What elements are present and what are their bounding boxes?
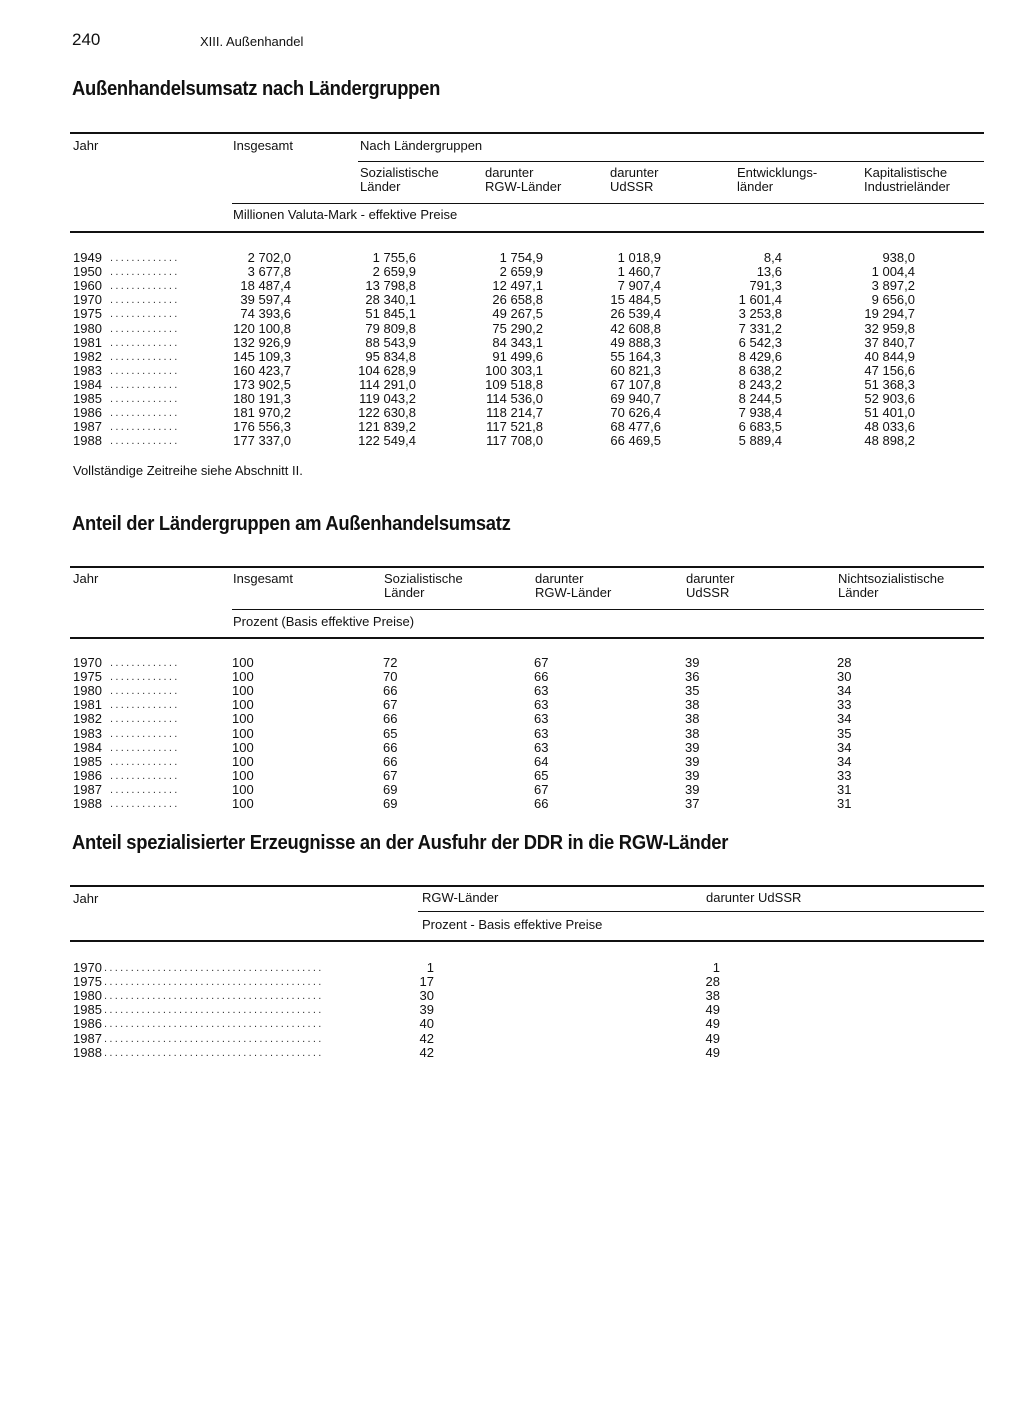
year-cell: 1983 — [73, 362, 102, 378]
table2-row — [0, 797, 1024, 811]
value-cell: 40 — [419, 1016, 434, 1032]
year-cell: 1986 — [73, 767, 102, 783]
value-cell: 66 — [383, 683, 398, 699]
leader-dots: ............. — [110, 755, 180, 768]
value-cell: 88 543,9 — [365, 334, 416, 350]
value-cell: 63 — [534, 683, 549, 699]
table2-col-nichtsozialistisch: Nichtsozialistische Länder — [838, 571, 945, 600]
value-cell: 72 — [383, 655, 398, 670]
value-cell: 75 290,2 — [492, 320, 543, 336]
value-cell: 66 — [383, 711, 398, 727]
leader-dots: ............. — [110, 266, 180, 279]
value-cell: 8 243,2 — [738, 376, 782, 392]
table2-row — [0, 755, 1024, 769]
table2-row — [0, 712, 1024, 726]
value-cell: 34 — [837, 711, 852, 727]
value-cell: 34 — [837, 683, 852, 699]
value-cell: 1 601,4 — [738, 292, 782, 308]
leader-dots: ............. — [110, 713, 180, 726]
value-cell: 69 — [383, 781, 398, 797]
value-cell: 100 — [232, 739, 254, 755]
value-cell: 100 — [232, 796, 254, 811]
table1-row — [0, 378, 1024, 392]
year-cell: 1975 — [73, 669, 102, 685]
leader-dots: ............. — [110, 671, 180, 684]
value-cell: 100 — [232, 711, 254, 727]
leader-dots: ............. — [110, 336, 180, 349]
table2-col-jahr: Jahr — [73, 571, 99, 586]
value-cell: 177 337,0 — [233, 433, 291, 449]
value-cell: 95 834,8 — [365, 348, 416, 364]
value-cell: 17 — [419, 974, 434, 990]
year-cell: 1982 — [73, 711, 102, 727]
value-cell: 39 — [685, 753, 700, 769]
value-cell: 36 — [685, 669, 700, 685]
value-cell: 5 889,4 — [738, 433, 782, 449]
value-cell: 42 — [419, 1030, 434, 1046]
value-cell: 26 658,8 — [492, 292, 543, 308]
value-cell: 39 — [685, 655, 700, 670]
year-cell: 1975 — [73, 974, 102, 990]
value-cell: 66 — [534, 669, 549, 685]
leader-dots: ............. — [110, 421, 180, 434]
value-cell: 79 809,8 — [365, 320, 416, 336]
value-cell: 84 343,1 — [492, 334, 543, 350]
value-cell: 15 484,5 — [610, 292, 661, 308]
year-cell: 1980 — [73, 683, 102, 699]
table3-title: Anteil spezialisierter Erzeugnisse an der Ausfuhr der DDR in die RGW-Länder — [72, 832, 729, 854]
table1-unit-rule — [232, 203, 984, 204]
leader-dots: ............. — [110, 685, 180, 698]
value-cell: 37 — [685, 796, 700, 811]
year-cell: 1987 — [73, 781, 102, 797]
value-cell: 7 938,4 — [738, 405, 782, 421]
leader-dots: ......................................... — [104, 962, 324, 974]
year-cell: 1970 — [73, 655, 102, 670]
value-cell: 65 — [383, 725, 398, 741]
value-cell: 39 — [685, 739, 700, 755]
leader-dots: ............. — [110, 435, 180, 448]
value-cell: 100 — [232, 669, 254, 685]
table1-unit: Millionen Valuta-Mark - effektive Preise — [233, 207, 458, 222]
year-cell: 1986 — [73, 405, 102, 421]
value-cell: 48 033,6 — [864, 419, 915, 435]
table1-row — [0, 293, 1024, 307]
value-cell: 1 755,6 — [372, 250, 416, 265]
value-cell: 64 — [534, 753, 549, 769]
value-cell: 38 — [705, 988, 720, 1004]
value-cell: 70 626,4 — [610, 405, 661, 421]
value-cell: 38 — [685, 711, 700, 727]
value-cell: 100 — [232, 781, 254, 797]
value-cell: 109 518,8 — [485, 376, 543, 392]
value-cell: 66 469,5 — [610, 433, 661, 449]
value-cell: 67 — [383, 697, 398, 713]
table3-col-udssr: darunter UdSSR — [706, 890, 802, 905]
value-cell: 104 628,9 — [358, 362, 416, 378]
value-cell: 100 — [232, 683, 254, 699]
value-cell: 51 401,0 — [864, 405, 915, 421]
leader-dots: ......................................... — [104, 1004, 324, 1017]
value-cell: 48 898,2 — [864, 433, 915, 449]
value-cell: 7 907,4 — [617, 278, 661, 294]
table1-row — [0, 336, 1024, 350]
value-cell: 118 214,7 — [486, 405, 543, 421]
value-cell: 66 — [383, 753, 398, 769]
leader-dots: ............. — [110, 699, 180, 712]
value-cell: 52 903,6 — [864, 391, 915, 406]
table2-row — [0, 783, 1024, 797]
table1-row — [0, 364, 1024, 378]
table2-row — [0, 684, 1024, 698]
value-cell: 132 926,9 — [233, 334, 291, 350]
year-cell: 1986 — [73, 1016, 102, 1032]
table1-header-rule — [70, 231, 984, 233]
table1-row — [0, 279, 1024, 293]
value-cell: 69 940,7 — [610, 391, 661, 406]
table2-col-sozialistische: Sozialistische Länder — [384, 571, 463, 600]
value-cell: 47 156,6 — [864, 362, 915, 378]
table1-title: Außenhandelsumsatz nach Ländergruppen — [72, 78, 441, 100]
value-cell: 180 191,3 — [233, 391, 291, 406]
value-cell: 66 — [383, 739, 398, 755]
table1-col-entwicklung: Entwicklungs- länder — [737, 165, 818, 194]
value-cell: 31 — [837, 781, 852, 797]
table1-row — [0, 322, 1024, 336]
leader-dots: ............. — [110, 364, 180, 377]
year-cell: 1980 — [73, 988, 102, 1004]
year-cell: 1985 — [73, 753, 102, 769]
value-cell: 39 — [685, 781, 700, 797]
value-cell: 42 — [419, 1044, 434, 1060]
table2-top-rule — [70, 566, 984, 568]
leader-dots: ......................................... — [104, 990, 324, 1003]
leader-dots: ......................................... — [104, 1032, 324, 1045]
value-cell: 33 — [837, 697, 852, 713]
value-cell: 30 — [837, 669, 852, 685]
value-cell: 938,0 — [882, 250, 915, 265]
leader-dots: ............. — [110, 407, 180, 420]
value-cell: 19 294,7 — [864, 306, 915, 322]
value-cell: 67 — [534, 781, 549, 797]
table1-note: Vollständige Zeitreihe siehe Abschnitt II. — [73, 463, 303, 478]
table1-row — [0, 420, 1024, 434]
value-cell: 3 897,2 — [871, 278, 915, 294]
year-cell: 1970 — [73, 960, 102, 975]
value-cell: 100 — [232, 753, 254, 769]
value-cell: 117 708,0 — [486, 433, 543, 449]
value-cell: 100 — [232, 725, 254, 741]
value-cell: 28 340,1 — [365, 292, 416, 308]
table1-group-rule — [358, 161, 984, 162]
table3-col-rgw: RGW-Länder — [422, 890, 499, 905]
value-cell: 2 659,9 — [372, 264, 416, 280]
value-cell: 122 549,4 — [358, 433, 416, 449]
value-cell: 49 — [705, 1044, 720, 1060]
leader-dots: ............. — [110, 308, 180, 321]
year-cell: 1950 — [73, 264, 102, 280]
value-cell: 42 608,8 — [610, 320, 661, 336]
value-cell: 7 331,2 — [738, 320, 782, 336]
value-cell: 32 959,8 — [864, 320, 915, 336]
table2-unit-rule — [232, 609, 984, 610]
year-cell: 1960 — [73, 278, 102, 294]
value-cell: 1 004,4 — [871, 264, 915, 280]
value-cell: 74 393,6 — [240, 306, 291, 322]
value-cell: 69 — [383, 796, 398, 811]
year-cell: 1975 — [73, 306, 102, 322]
value-cell: 9 656,0 — [871, 292, 915, 308]
table1-row — [0, 251, 1024, 265]
table3-row — [0, 1046, 1024, 1060]
table1-col-udssr: darunter UdSSR — [610, 165, 659, 194]
value-cell: 37 840,7 — [864, 334, 915, 350]
table1-row — [0, 307, 1024, 321]
value-cell: 67 — [534, 655, 549, 670]
value-cell: 13 798,8 — [365, 278, 416, 294]
value-cell: 121 839,2 — [358, 419, 416, 435]
value-cell: 173 902,5 — [233, 376, 291, 392]
table2-unit: Prozent (Basis effektive Preise) — [233, 614, 415, 629]
table1-col-sozialistische: Sozialistische Länder — [360, 165, 439, 194]
value-cell: 1 — [426, 960, 434, 975]
leader-dots: ......................................... — [104, 1018, 324, 1031]
year-cell: 1949 — [73, 250, 102, 265]
value-cell: 28 — [705, 974, 720, 990]
value-cell: 117 521,8 — [486, 419, 543, 435]
value-cell: 38 — [685, 725, 700, 741]
table3-unit-rule — [418, 911, 984, 912]
value-cell: 63 — [534, 739, 549, 755]
value-cell: 66 — [534, 796, 549, 811]
value-cell: 6 542,3 — [738, 334, 782, 350]
value-cell: 34 — [837, 739, 852, 755]
value-cell: 114 291,0 — [359, 376, 416, 392]
value-cell: 63 — [534, 697, 549, 713]
value-cell: 33 — [837, 767, 852, 783]
value-cell: 1 460,7 — [617, 264, 661, 280]
table1-col-jahr: Jahr — [73, 138, 99, 153]
table1-col-kapitalistisch: Kapitalistische Industrieländer — [864, 165, 950, 194]
table1-col-rgw: darunter RGW-Länder — [485, 165, 562, 194]
value-cell: 122 630,8 — [358, 405, 416, 421]
value-cell: 3 253,8 — [738, 306, 782, 322]
value-cell: 67 107,8 — [610, 376, 661, 392]
value-cell: 63 — [534, 711, 549, 727]
value-cell: 55 164,3 — [610, 348, 661, 364]
table2-row — [0, 656, 1024, 670]
value-cell: 26 539,4 — [610, 306, 661, 322]
value-cell: 100 — [232, 697, 254, 713]
year-cell: 1981 — [73, 334, 102, 350]
leader-dots: ............. — [110, 741, 180, 754]
value-cell: 40 844,9 — [864, 348, 915, 364]
value-cell: 8 429,6 — [738, 348, 782, 364]
value-cell: 176 556,3 — [233, 419, 291, 435]
table3-row — [0, 975, 1024, 989]
chapter-title: XIII. Außenhandel — [200, 34, 304, 49]
value-cell: 39 — [685, 767, 700, 783]
leader-dots: ............. — [110, 393, 180, 405]
year-cell: 1980 — [73, 320, 102, 336]
value-cell: 100 — [232, 655, 254, 670]
leader-dots: ............. — [110, 798, 180, 810]
leader-dots: ............. — [110, 657, 180, 669]
value-cell: 2 702,0 — [247, 250, 291, 265]
value-cell: 791,3 — [749, 278, 782, 294]
value-cell: 8 244,5 — [738, 391, 782, 406]
year-cell: 1988 — [73, 1044, 102, 1060]
year-cell: 1987 — [73, 1030, 102, 1046]
value-cell: 8,4 — [763, 250, 782, 265]
value-cell: 60 821,3 — [610, 362, 661, 378]
value-cell: 13,6 — [756, 264, 782, 280]
value-cell: 39 597,4 — [240, 292, 291, 308]
table2-title: Anteil der Ländergruppen am Außenhandelsumsatz — [72, 513, 511, 535]
table3-top-rule — [70, 885, 984, 887]
value-cell: 49 — [705, 1016, 720, 1032]
table2-row — [0, 698, 1024, 712]
table2-header-rule — [70, 637, 984, 639]
value-cell: 2 659,9 — [499, 264, 543, 280]
value-cell: 39 — [419, 1002, 434, 1018]
table1-col-insgesamt: Insgesamt — [233, 138, 293, 153]
year-cell: 1988 — [73, 433, 102, 449]
value-cell: 114 536,0 — [486, 391, 543, 406]
value-cell: 120 100,8 — [233, 320, 291, 336]
table1-row — [0, 406, 1024, 420]
value-cell: 6 683,5 — [738, 419, 782, 435]
value-cell: 91 499,6 — [492, 348, 543, 364]
value-cell: 8 638,2 — [738, 362, 782, 378]
value-cell: 1 754,9 — [499, 250, 543, 265]
value-cell: 100 — [232, 767, 254, 783]
table3-row — [0, 1032, 1024, 1046]
value-cell: 67 — [383, 767, 398, 783]
table3-row — [0, 961, 1024, 975]
value-cell: 51 368,3 — [864, 376, 915, 392]
leader-dots: ............. — [110, 783, 180, 796]
leader-dots: ......................................... — [104, 976, 324, 989]
table2-row — [0, 741, 1024, 755]
table3-row — [0, 1017, 1024, 1031]
value-cell: 1 018,9 — [617, 250, 661, 265]
value-cell: 12 497,1 — [492, 278, 543, 294]
table2-row — [0, 670, 1024, 684]
value-cell: 34 — [837, 753, 852, 769]
value-cell: 63 — [534, 725, 549, 741]
table1-row — [0, 265, 1024, 279]
value-cell: 119 043,2 — [359, 391, 416, 406]
leader-dots: ............. — [110, 378, 180, 391]
value-cell: 49 888,3 — [610, 334, 661, 350]
value-cell: 35 — [837, 725, 852, 741]
year-cell: 1970 — [73, 292, 102, 308]
year-cell: 1982 — [73, 348, 102, 364]
table2-col-insgesamt: Insgesamt — [233, 571, 293, 586]
leader-dots: ............. — [110, 280, 180, 293]
table1-row — [0, 350, 1024, 364]
table1-group-header: Nach Ländergruppen — [360, 138, 483, 153]
value-cell: 31 — [837, 796, 852, 811]
table2-row — [0, 769, 1024, 783]
value-cell: 18 487,4 — [240, 278, 291, 294]
year-cell: 1987 — [73, 419, 102, 435]
table3-col-jahr: Jahr — [73, 891, 99, 906]
value-cell: 181 970,2 — [233, 405, 291, 421]
table2-row — [0, 727, 1024, 741]
leader-dots: ............. — [110, 350, 180, 363]
value-cell: 35 — [685, 683, 700, 699]
value-cell: 3 677,8 — [247, 264, 291, 280]
value-cell: 38 — [685, 697, 700, 713]
year-cell: 1983 — [73, 725, 102, 741]
year-cell: 1981 — [73, 697, 102, 713]
table1-row — [0, 434, 1024, 448]
leader-dots: ......................................... — [104, 1046, 324, 1059]
leader-dots: ............. — [110, 252, 180, 264]
value-cell: 1 — [712, 960, 720, 975]
year-cell: 1984 — [73, 376, 102, 392]
value-cell: 49 267,5 — [492, 306, 543, 322]
value-cell: 49 — [705, 1002, 720, 1018]
leader-dots: ............. — [110, 322, 180, 335]
table3-header-rule — [70, 940, 984, 942]
leader-dots: ............. — [110, 769, 180, 782]
table3-row — [0, 989, 1024, 1003]
page-number: 240 — [72, 30, 101, 49]
table1-row — [0, 392, 1024, 406]
value-cell: 49 — [705, 1030, 720, 1046]
value-cell: 30 — [419, 988, 434, 1004]
value-cell: 70 — [383, 669, 398, 685]
value-cell: 160 423,7 — [233, 362, 291, 378]
year-cell: 1988 — [73, 796, 102, 811]
value-cell: 68 477,6 — [610, 419, 661, 435]
year-cell: 1984 — [73, 739, 102, 755]
table1-top-rule — [70, 132, 984, 134]
value-cell: 28 — [837, 655, 852, 670]
year-cell: 1985 — [73, 391, 102, 406]
value-cell: 65 — [534, 767, 549, 783]
leader-dots: ............. — [110, 727, 180, 740]
table2-col-rgw: darunter RGW-Länder — [535, 571, 612, 600]
leader-dots: ............. — [110, 294, 180, 307]
year-cell: 1985 — [73, 1002, 102, 1018]
table3-row — [0, 1003, 1024, 1017]
value-cell: 145 109,3 — [233, 348, 291, 364]
value-cell: 51 845,1 — [365, 306, 416, 322]
table3-unit: Prozent - Basis effektive Preise — [422, 917, 603, 932]
table2-col-udssr: darunter UdSSR — [686, 571, 735, 600]
value-cell: 100 303,1 — [485, 362, 543, 378]
